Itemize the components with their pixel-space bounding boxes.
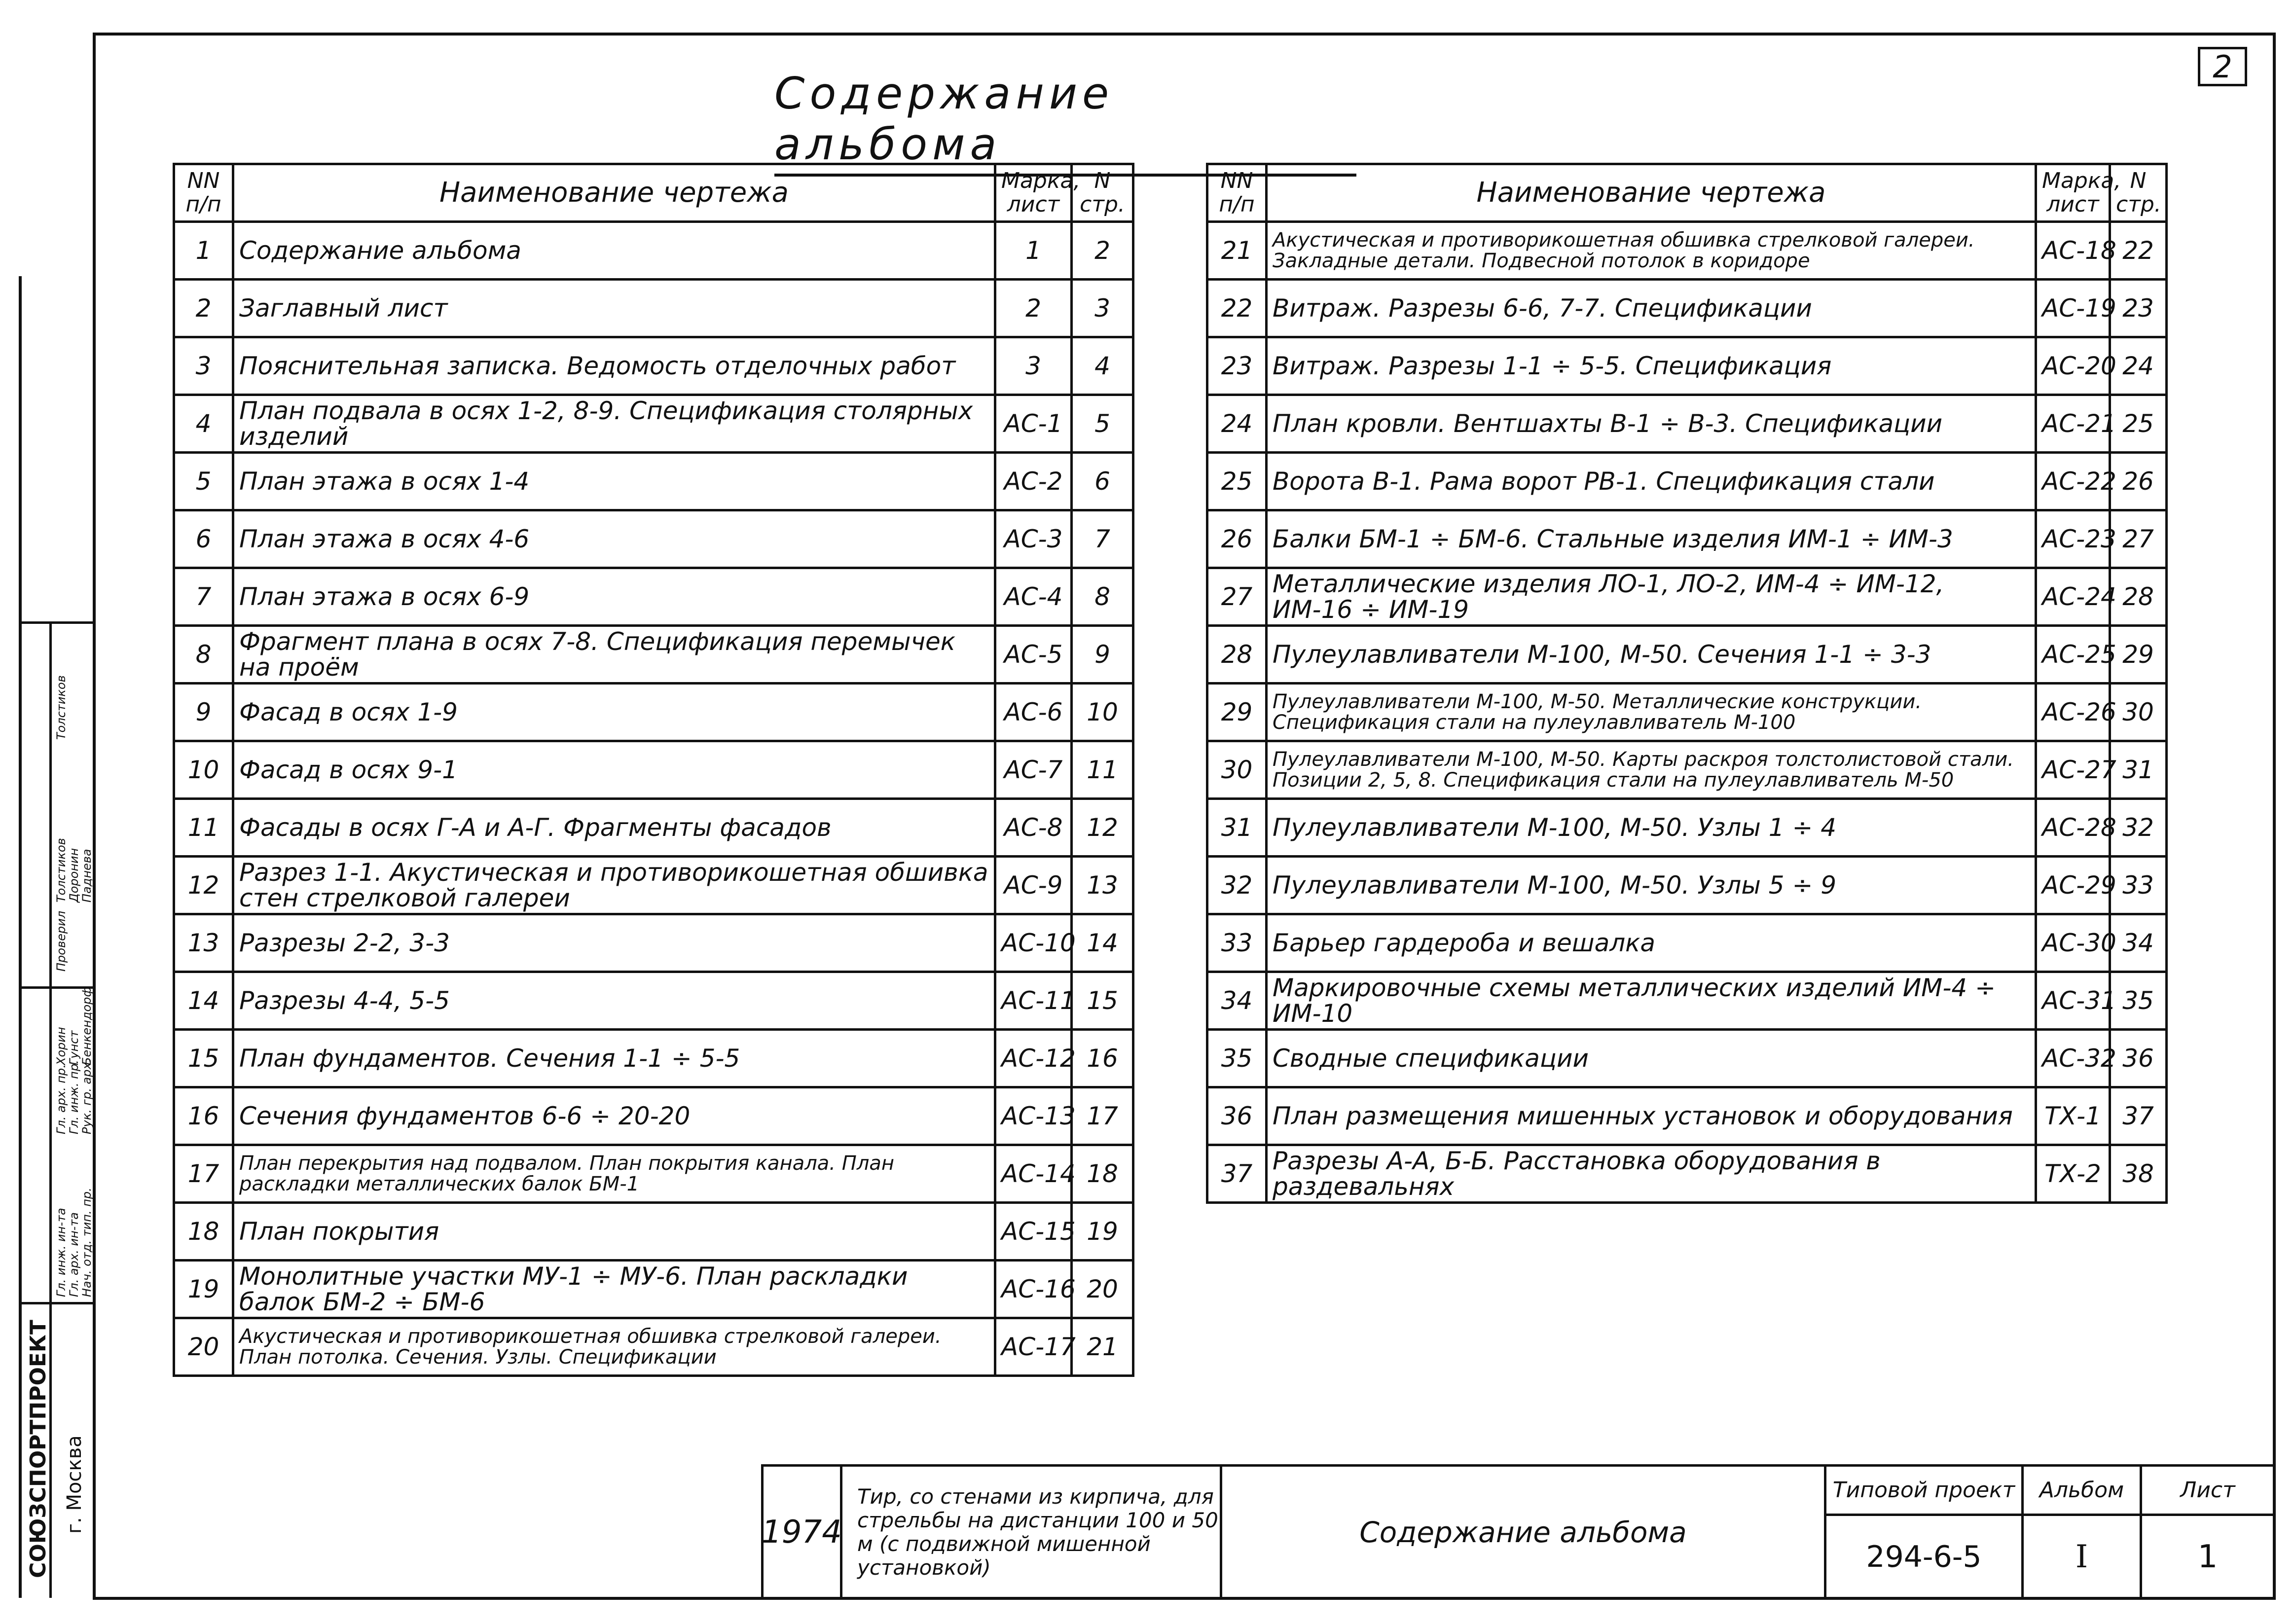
- row-mark: АС-27: [2036, 741, 2110, 799]
- row-page: 9: [1072, 626, 1133, 684]
- row-page: 2: [1072, 222, 1133, 280]
- sheet-value: 1: [2197, 1538, 2218, 1575]
- page-title: Содержание альбома: [774, 68, 1356, 177]
- row-number: 31: [1207, 799, 1267, 857]
- row-page: 20: [1072, 1261, 1133, 1318]
- row-drawing-name: План перекрытия над подвалом. План покрытия канала. План раскладки металлических балок БМ-1: [233, 1145, 995, 1203]
- table-row: [174, 741, 1133, 799]
- row-number: 34: [1207, 972, 1267, 1030]
- row-page: 23: [2110, 280, 2167, 337]
- row-drawing-name: План этажа в осях 6-9: [233, 568, 995, 626]
- table-row: [174, 914, 1133, 972]
- row-mark: АС-4: [995, 568, 1072, 626]
- row-page: 18: [1072, 1145, 1133, 1203]
- table-row: [1207, 1087, 2167, 1145]
- row-mark: АС-11: [995, 972, 1072, 1030]
- row-page: 12: [1072, 799, 1133, 857]
- row-mark: АС-13: [995, 1087, 1072, 1145]
- side-stamp-role: Гл. инж. пр.: [67, 1060, 81, 1134]
- row-mark: АС-2: [995, 453, 1072, 510]
- row-page: 30: [2110, 684, 2167, 741]
- table-row: [174, 510, 1133, 568]
- row-page: 6: [1072, 453, 1133, 510]
- row-number: 12: [174, 857, 233, 914]
- table-row: [174, 1087, 1133, 1145]
- row-drawing-name: Пулеулавливатели М-100, М-50. Металлические конструкции. Спецификация стали на пулеулавливатель М-100: [1267, 684, 2036, 741]
- header-page: N стр.: [2110, 164, 2167, 222]
- row-number: 16: [174, 1087, 233, 1145]
- title-block-year: 1974: [764, 1467, 842, 1597]
- row-page: 31: [2110, 741, 2167, 799]
- project-label: Типовой проект: [1826, 1467, 2024, 1516]
- title-block: [761, 1464, 2276, 1600]
- row-number: 37: [1207, 1145, 1267, 1203]
- row-mark: АС-32: [2036, 1030, 2110, 1087]
- row-drawing-name: План фундаментов. Сечения 1-1 ÷ 5-5: [233, 1030, 995, 1087]
- album-value: I: [2024, 1516, 2142, 1597]
- row-mark: АС-8: [995, 799, 1072, 857]
- row-drawing-name: План этажа в осях 4-6: [233, 510, 995, 568]
- row-mark: АС-1: [995, 395, 1072, 453]
- table-row: [174, 280, 1133, 337]
- row-page: 7: [1072, 510, 1133, 568]
- table-row: [1207, 453, 2167, 510]
- table-row: [1207, 510, 2167, 568]
- row-number: 14: [174, 972, 233, 1030]
- row-page: 38: [2110, 1145, 2167, 1203]
- row-drawing-name: Монолитные участки МУ-1 ÷ МУ-6. План раскладки балок БМ-2 ÷ БМ-6: [233, 1261, 995, 1318]
- row-page: 29: [2110, 626, 2167, 684]
- row-mark: АС-17: [995, 1318, 1072, 1376]
- header-mark: Марка, лист: [2036, 164, 2110, 222]
- row-number: 21: [1207, 222, 1267, 280]
- row-drawing-name: Разрезы 4-4, 5-5: [233, 972, 995, 1030]
- row-number: 33: [1207, 914, 1267, 972]
- row-page: 17: [1072, 1087, 1133, 1145]
- row-drawing-name: Витраж. Разрезы 6-6, 7-7. Спецификации: [1267, 280, 2036, 337]
- row-mark: АС-9: [995, 857, 1072, 914]
- row-page: 35: [2110, 972, 2167, 1030]
- row-drawing-name: Пулеулавливатели М-100, М-50. Карты раскроя толстолистовой стали. Позиции 2, 5, 8. Спецификация стали на пулеулавливатель М-50: [1267, 741, 2036, 799]
- table-row: [174, 857, 1133, 914]
- row-number: 35: [1207, 1030, 1267, 1087]
- row-page: 19: [1072, 1203, 1133, 1261]
- side-stamp-name: Доронин: [67, 848, 81, 902]
- row-mark: АС-3: [995, 510, 1072, 568]
- row-number: 22: [1207, 280, 1267, 337]
- row-drawing-name: План подвала в осях 1-2, 8-9. Спецификация столярных изделий: [233, 395, 995, 453]
- table-row: [174, 1145, 1133, 1203]
- table-row: [174, 972, 1133, 1030]
- row-page: 14: [1072, 914, 1133, 972]
- row-number: 6: [174, 510, 233, 568]
- row-page: 10: [1072, 684, 1133, 741]
- row-page: 25: [2110, 395, 2167, 453]
- row-drawing-name: Ворота В-1. Рама ворот РВ-1. Спецификация стали: [1267, 453, 2036, 510]
- row-number: 17: [174, 1145, 233, 1203]
- row-drawing-name: Фасады в осях Г-А и А-Г. Фрагменты фасадов: [233, 799, 995, 857]
- header-page: N стр.: [1072, 164, 1133, 222]
- row-number: 4: [174, 395, 233, 453]
- table-row: [174, 1030, 1133, 1087]
- row-number: 24: [1207, 395, 1267, 453]
- row-number: 36: [1207, 1087, 1267, 1145]
- header-num: NN п/п: [1207, 164, 1267, 222]
- row-number: 3: [174, 337, 233, 395]
- row-mark: 3: [995, 337, 1072, 395]
- table-row: [1207, 857, 2167, 914]
- table-row: [174, 395, 1133, 453]
- toc-table-right: [1206, 163, 2168, 1204]
- row-drawing-name: Пулеулавливатели М-100, М-50. Узлы 5 ÷ 9: [1267, 857, 2036, 914]
- row-number: 9: [174, 684, 233, 741]
- table-row: [1207, 395, 2167, 453]
- toc-table-left: [173, 163, 1134, 1377]
- table-row: [174, 568, 1133, 626]
- row-drawing-name: Разрез 1-1. Акустическая и противорикошетная обшивка стен стрелковой галереи: [233, 857, 995, 914]
- row-mark: 1: [995, 222, 1072, 280]
- row-mark: АС-7: [995, 741, 1072, 799]
- page-number-box: [2198, 47, 2247, 86]
- row-mark: АС-30: [2036, 914, 2110, 972]
- row-page: 8: [1072, 568, 1133, 626]
- row-number: 5: [174, 453, 233, 510]
- row-drawing-name: Барьер гардероба и вешалка: [1267, 914, 2036, 972]
- row-number: 11: [174, 799, 233, 857]
- row-page: 28: [2110, 568, 2167, 626]
- album-label: Альбом: [2024, 1467, 2142, 1516]
- table-row: [1207, 337, 2167, 395]
- table-row: [174, 799, 1133, 857]
- side-stamp-name: Толстиков: [54, 838, 68, 902]
- row-number: 8: [174, 626, 233, 684]
- table-row: [1207, 568, 2167, 626]
- project-value: 294-6-5: [1826, 1516, 2024, 1597]
- row-drawing-name: Пояснительная записка. Ведомость отделочных работ: [233, 337, 995, 395]
- row-mark: АС-21: [2036, 395, 2110, 453]
- row-number: 28: [1207, 626, 1267, 684]
- row-mark: 2: [995, 280, 1072, 337]
- row-mark: АС-5: [995, 626, 1072, 684]
- table-row: [174, 626, 1133, 684]
- row-number: 32: [1207, 857, 1267, 914]
- row-number: 20: [174, 1318, 233, 1376]
- row-page: 4: [1072, 337, 1133, 395]
- row-mark: АС-10: [995, 914, 1072, 972]
- row-mark: АС-19: [2036, 280, 2110, 337]
- row-mark: АС-22: [2036, 453, 2110, 510]
- row-mark: АС-25: [2036, 626, 2110, 684]
- row-drawing-name: Маркировочные схемы металлических изделий ИМ-4 ÷ ИМ-10: [1267, 972, 2036, 1030]
- row-number: 19: [174, 1261, 233, 1318]
- table-row: [1207, 222, 2167, 280]
- table-row: [174, 222, 1133, 280]
- table-row: [1207, 280, 2167, 337]
- side-stamp-name: Толстиков: [54, 675, 68, 740]
- row-drawing-name: Сечения фундаментов 6-6 ÷ 20-20: [233, 1087, 995, 1145]
- table-row: [174, 1203, 1133, 1261]
- row-page: 3: [1072, 280, 1133, 337]
- row-drawing-name: Содержание альбома: [233, 222, 995, 280]
- row-page: 16: [1072, 1030, 1133, 1087]
- table-row: [174, 1318, 1133, 1376]
- side-stamp-role: Гл. инж. ин-та: [54, 1208, 68, 1297]
- row-page: 5: [1072, 395, 1133, 453]
- side-stamp-role: Рук. гр. арх.: [80, 1058, 94, 1134]
- row-drawing-name: Фасад в осях 1-9: [233, 684, 995, 741]
- row-number: 13: [174, 914, 233, 972]
- row-page: 37: [2110, 1087, 2167, 1145]
- row-mark: АС-15: [995, 1203, 1072, 1261]
- row-drawing-name: План покрытия: [233, 1203, 995, 1261]
- table-row: [1207, 972, 2167, 1030]
- table-header-row: [174, 164, 1133, 222]
- table-row: [174, 684, 1133, 741]
- header-name: Наименование чертежа: [233, 164, 995, 222]
- page-number: 2: [2213, 48, 2232, 85]
- row-mark: ТХ-2: [2036, 1145, 2110, 1203]
- row-number: 30: [1207, 741, 1267, 799]
- row-drawing-name: Фрагмент плана в осях 7-8. Спецификация перемычек на проём: [233, 626, 995, 684]
- table-row: [174, 337, 1133, 395]
- row-mark: АС-18: [2036, 222, 2110, 280]
- header-num: NN п/п: [174, 164, 233, 222]
- row-mark: АС-14: [995, 1145, 1072, 1203]
- side-stamp-name: Паднева: [80, 849, 94, 902]
- title-block-sheet-title: Содержание альбома: [1222, 1467, 1826, 1597]
- table-row: [1207, 914, 2167, 972]
- row-mark: АС-23: [2036, 510, 2110, 568]
- table-row: [1207, 799, 2167, 857]
- row-drawing-name: План кровли. Вентшахты В-1 ÷ В-3. Спецификации: [1267, 395, 2036, 453]
- sheet-label: Лист: [2142, 1467, 2273, 1516]
- row-number: 18: [174, 1203, 233, 1261]
- table-row: [1207, 1030, 2167, 1087]
- row-number: 29: [1207, 684, 1267, 741]
- row-drawing-name: Акустическая и противорикошетная обшивка стрелковой галереи. План потолка. Сечения. Узлы. Спецификации: [233, 1318, 995, 1376]
- row-drawing-name: Пулеулавливатели М-100, М-50. Сечения 1-1 ÷ 3-3: [1267, 626, 2036, 684]
- row-mark: АС-28: [2036, 799, 2110, 857]
- table-row: [1207, 741, 2167, 799]
- row-number: 10: [174, 741, 233, 799]
- row-number: 7: [174, 568, 233, 626]
- row-drawing-name: Пулеулавливатели М-100, М-50. Узлы 1 ÷ 4: [1267, 799, 2036, 857]
- row-number: 23: [1207, 337, 1267, 395]
- row-drawing-name: Витраж. Разрезы 1-1 ÷ 5-5. Спецификация: [1267, 337, 2036, 395]
- row-mark: АС-12: [995, 1030, 1072, 1087]
- row-drawing-name: Балки БМ-1 ÷ БМ-6. Стальные изделия ИМ-1 ÷ ИМ-3: [1267, 510, 2036, 568]
- org-name: СОЮЗСПОРТПРОЕКТ: [26, 1320, 51, 1578]
- row-page: 13: [1072, 857, 1133, 914]
- row-number: 25: [1207, 453, 1267, 510]
- side-stamp-role: Гл. арх. пр.: [54, 1064, 68, 1134]
- org-city: г. Москва: [63, 1435, 86, 1534]
- row-page: 11: [1072, 741, 1133, 799]
- row-drawing-name: Разрезы 2-2, 3-3: [233, 914, 995, 972]
- row-page: 27: [2110, 510, 2167, 568]
- row-page: 36: [2110, 1030, 2167, 1087]
- row-number: 26: [1207, 510, 1267, 568]
- table-header-row: [1207, 164, 2167, 222]
- row-drawing-name: План размещения мишенных установок и оборудования: [1267, 1087, 2036, 1145]
- row-mark: ТХ-1: [2036, 1087, 2110, 1145]
- row-mark: АС-20: [2036, 337, 2110, 395]
- row-page: 15: [1072, 972, 1133, 1030]
- side-stamp-role: Нач. отд. тип. пр.: [80, 1188, 94, 1297]
- row-drawing-name: Металлические изделия ЛО-1, ЛО-2, ИМ-4 ÷ ИМ-12, ИМ-16 ÷ ИМ-19: [1267, 568, 2036, 626]
- row-page: 32: [2110, 799, 2167, 857]
- side-stamp-role: Гл. арх. ин-та: [67, 1212, 81, 1297]
- row-drawing-name: Заглавный лист: [233, 280, 995, 337]
- title-block-description: Тир, со стенами из кирпича, для стрельбы на дистанции 100 и 50 м (с подвижной мишенной установкой): [842, 1467, 1222, 1597]
- row-drawing-name: Акустическая и противорикошетная обшивка стрелковой галереи. Закладные детали. Подвесной потолок в коридоре: [1267, 222, 2036, 280]
- row-page: 34: [2110, 914, 2167, 972]
- row-mark: АС-6: [995, 684, 1072, 741]
- side-stamp-name: Гунст: [67, 1030, 81, 1065]
- header-mark: Марка, лист: [995, 164, 1072, 222]
- row-mark: АС-31: [2036, 972, 2110, 1030]
- row-page: 21: [1072, 1318, 1133, 1376]
- row-drawing-name: План этажа в осях 1-4: [233, 453, 995, 510]
- row-page: 26: [2110, 453, 2167, 510]
- row-page: 33: [2110, 857, 2167, 914]
- row-number: 1: [174, 222, 233, 280]
- row-number: 27: [1207, 568, 1267, 626]
- row-drawing-name: Сводные спецификации: [1267, 1030, 2036, 1087]
- side-stamp-role: Проверил: [54, 910, 68, 972]
- row-number: 15: [174, 1030, 233, 1087]
- row-mark: АС-29: [2036, 857, 2110, 914]
- table-row: [1207, 684, 2167, 741]
- row-drawing-name: Фасад в осях 9-1: [233, 741, 995, 799]
- row-page: 22: [2110, 222, 2167, 280]
- row-page: 24: [2110, 337, 2167, 395]
- header-name: Наименование чертежа: [1267, 164, 2036, 222]
- row-number: 2: [174, 280, 233, 337]
- row-mark: АС-26: [2036, 684, 2110, 741]
- table-row: [1207, 626, 2167, 684]
- table-row: [1207, 1145, 2167, 1203]
- table-row: [174, 453, 1133, 510]
- side-stamp-name: Бенкендорф: [80, 987, 94, 1065]
- table-row: [174, 1261, 1133, 1318]
- side-stamp-name: Хорин: [54, 1027, 68, 1065]
- row-mark: АС-24: [2036, 568, 2110, 626]
- row-drawing-name: Разрезы А-А, Б-Б. Расстановка оборудования в раздевальнях: [1267, 1145, 2036, 1203]
- row-mark: АС-16: [995, 1261, 1072, 1318]
